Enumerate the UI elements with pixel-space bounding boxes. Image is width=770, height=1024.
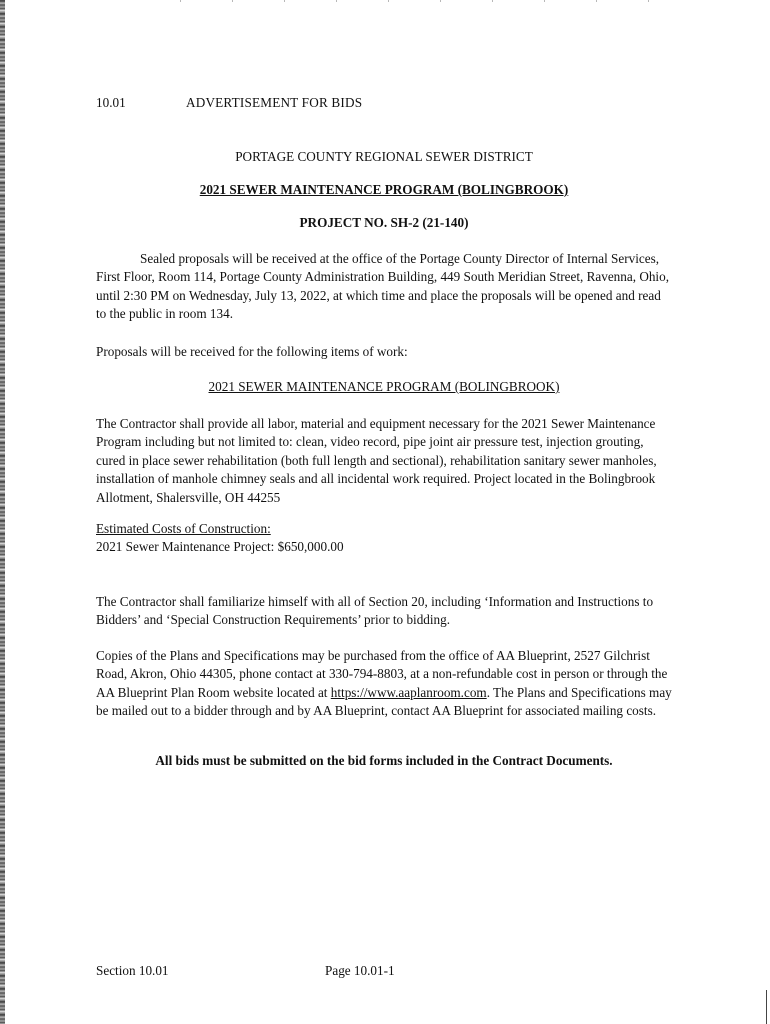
cost-section <box>96 520 672 557</box>
aaplanroom-link[interactable]: https://www.aaplanroom.com <box>330 684 487 700</box>
project-number: PROJECT NO. SH-2 (21-140) <box>299 215 469 230</box>
scan-top-artifact <box>180 0 660 2</box>
section-heading <box>96 94 672 114</box>
scan-edge-right-artifact <box>766 990 767 1024</box>
copies-text-after: . The Plans and Specifications may be mailed out to a bidder through and by AA Blueprint, contact AA Blueprint for associated mailing costs. <box>96 684 672 719</box>
sealed-proposals-paragraph: Sealed proposals will be received at the office of the Portage County Director of Internal Services, First Floor, Room 114, Portage County Administration Building, 449 South Meridian Street, Ravenna, Ohio, until 2:30 PM on Wednesday, July 13, 2022, at which time and place the proposals will be opened and read to the public in room 134. <box>96 251 669 322</box>
copies-paragraph <box>96 647 672 721</box>
footer-page-number: Page 10.01-1 <box>325 963 395 978</box>
footer-section: Section 10.01 <box>96 963 169 978</box>
familiarize-paragraph: The Contractor shall familiarize himself with all of Section 20, including ‘Information and Instructions to Bidders’ and ‘Special Construction Requirements’ prior to bidding. <box>96 594 654 628</box>
program-title: 2021 SEWER MAINTENANCE PROGRAM (BOLINGBROOK) <box>199 182 569 197</box>
section-title: ADVERTISEMENT FOR BIDS <box>186 95 363 110</box>
section-number: 10.01 <box>96 95 126 110</box>
copies-text-before: Copies of the Plans and Specifications may be purchased from the office of AA Blueprint, 2527 Gilchrist Road, Akron, Ohio 44305, phone contact at 330-794-8803, at a non-refundable cost in person or through the AA Blueprint Plan Room website located at <box>96 648 668 700</box>
cost-heading: Estimated Costs of Construction: <box>96 521 271 536</box>
bid-forms-notice: All bids must be submitted on the bid forms included in the Contract Documents. <box>155 753 613 768</box>
proposals-intro: Proposals will be received for the following items of work: <box>96 344 408 359</box>
district-name: PORTAGE COUNTY REGIONAL SEWER DISTRICT <box>235 149 533 164</box>
scan-edge-artifact <box>0 0 5 1024</box>
scope-paragraph: The Contractor shall provide all labor, material and equipment necessary for the 2021 Sewer Maintenance Program including but not limited to: clean, video record, pipe joint air pressure test, injection grouting, cured in place sewer rehabilitation (both full length and sectional), rehabilitation sanitary sewer manholes, installation of manhole chimney seals and all incidental work required. Project located in the Bolingbrook Allotment, Shalersville, OH 44255 <box>96 416 657 505</box>
cost-line: 2021 Sewer Maintenance Project: $650,000.00 <box>96 539 344 555</box>
work-item-title: 2021 SEWER MAINTENANCE PROGRAM (BOLINGBROOK) <box>208 379 560 394</box>
